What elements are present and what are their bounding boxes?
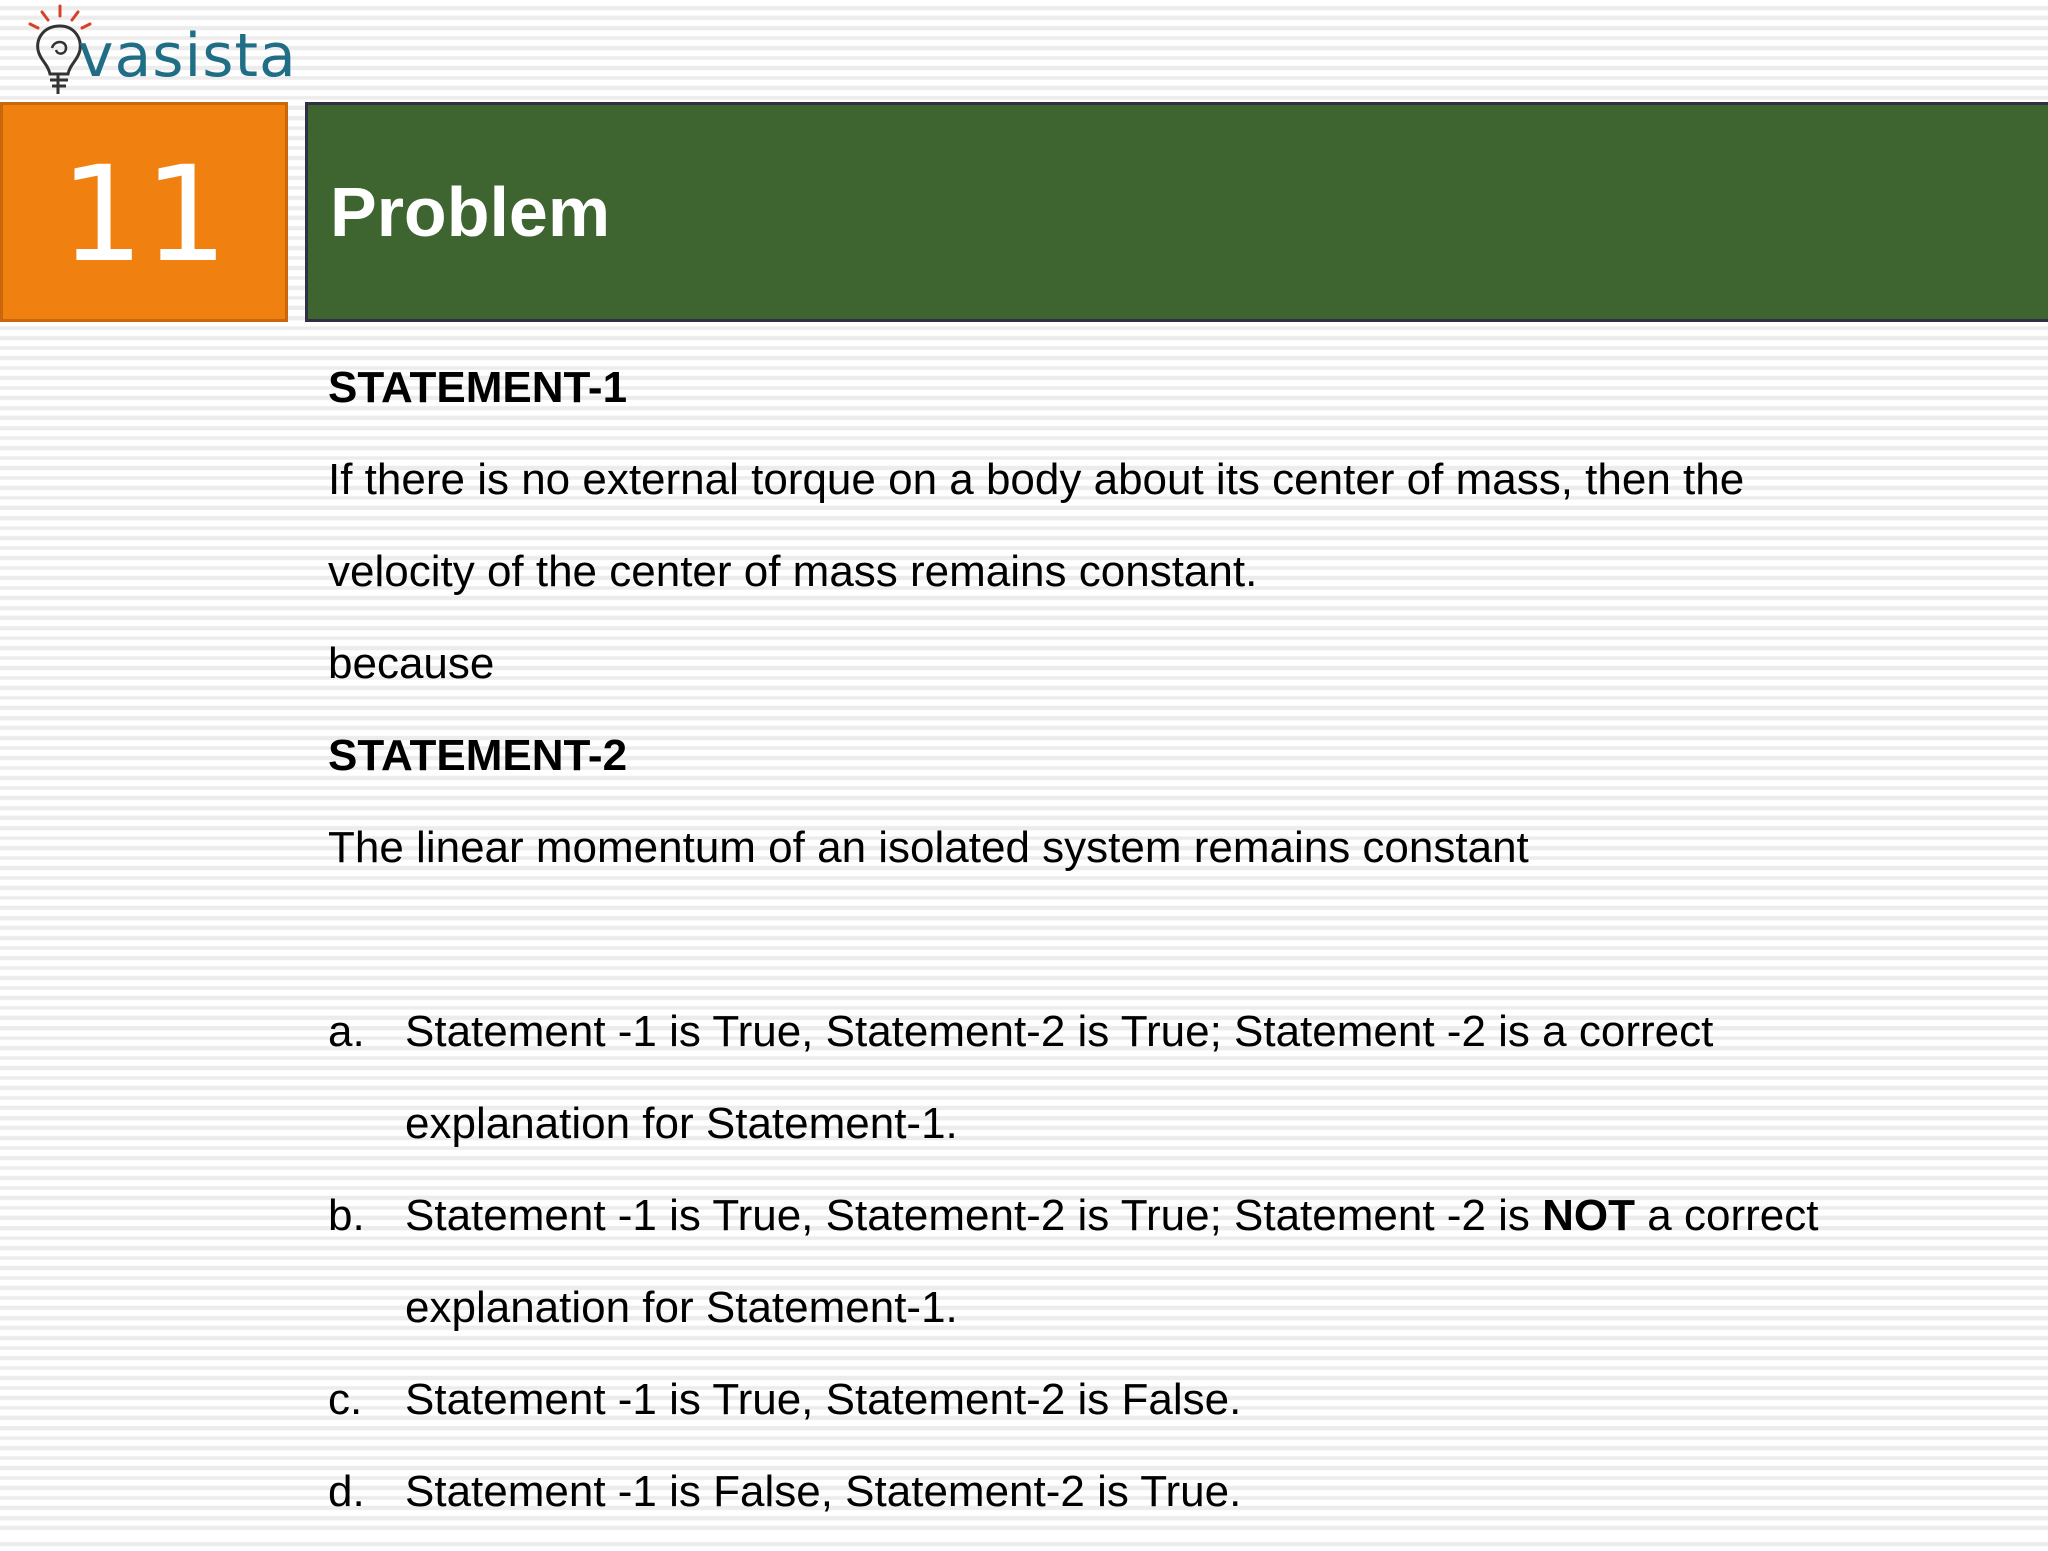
option-text: Statement -1 is True, Statement-2 is True; Statement -2 is a correct bbox=[405, 1007, 1714, 1056]
connector-text: because bbox=[328, 639, 495, 688]
statement2-heading: STATEMENT-2 bbox=[328, 731, 628, 780]
slide-title: Problem bbox=[330, 173, 611, 251]
option-d bbox=[328, 1459, 2008, 1551]
slide-content bbox=[328, 355, 2008, 1551]
option-b bbox=[328, 1183, 2008, 1367]
title-bar bbox=[305, 102, 2048, 322]
option-letter: a. bbox=[328, 1007, 365, 1056]
option-letter: b. bbox=[328, 1191, 365, 1240]
statement2-text: The linear momentum of an isolated system remains constant bbox=[328, 823, 1529, 872]
option-text-continued: explanation for Statement-1. bbox=[405, 1283, 958, 1332]
option-letter: c. bbox=[328, 1375, 363, 1424]
spacer bbox=[328, 907, 2008, 999]
option-text: Statement -1 is False, Statement-2 is True. bbox=[405, 1467, 1242, 1516]
statement1-text-line2: velocity of the center of mass remains constant. bbox=[328, 547, 1258, 596]
emphasis-not: NOT bbox=[1542, 1191, 1636, 1240]
option-text: Statement -1 is True, Statement-2 is True; Statement -2 is NOT a correct bbox=[405, 1191, 1819, 1240]
option-text-continued: explanation for Statement-1. bbox=[405, 1099, 958, 1148]
logo-text: vasista bbox=[78, 21, 297, 91]
option-letter: d. bbox=[328, 1467, 365, 1516]
statement1-heading: STATEMENT-1 bbox=[328, 363, 628, 412]
option-text: Statement -1 is True, Statement-2 is False. bbox=[405, 1375, 1242, 1424]
option-a bbox=[328, 999, 2008, 1183]
option-c bbox=[328, 1367, 2008, 1459]
slide-number: 11 bbox=[60, 138, 228, 292]
slide-number-box bbox=[0, 102, 288, 322]
statement1-text-line1: If there is no external torque on a body about its center of mass, then the bbox=[328, 455, 1745, 504]
vasista-logo bbox=[20, 4, 297, 96]
